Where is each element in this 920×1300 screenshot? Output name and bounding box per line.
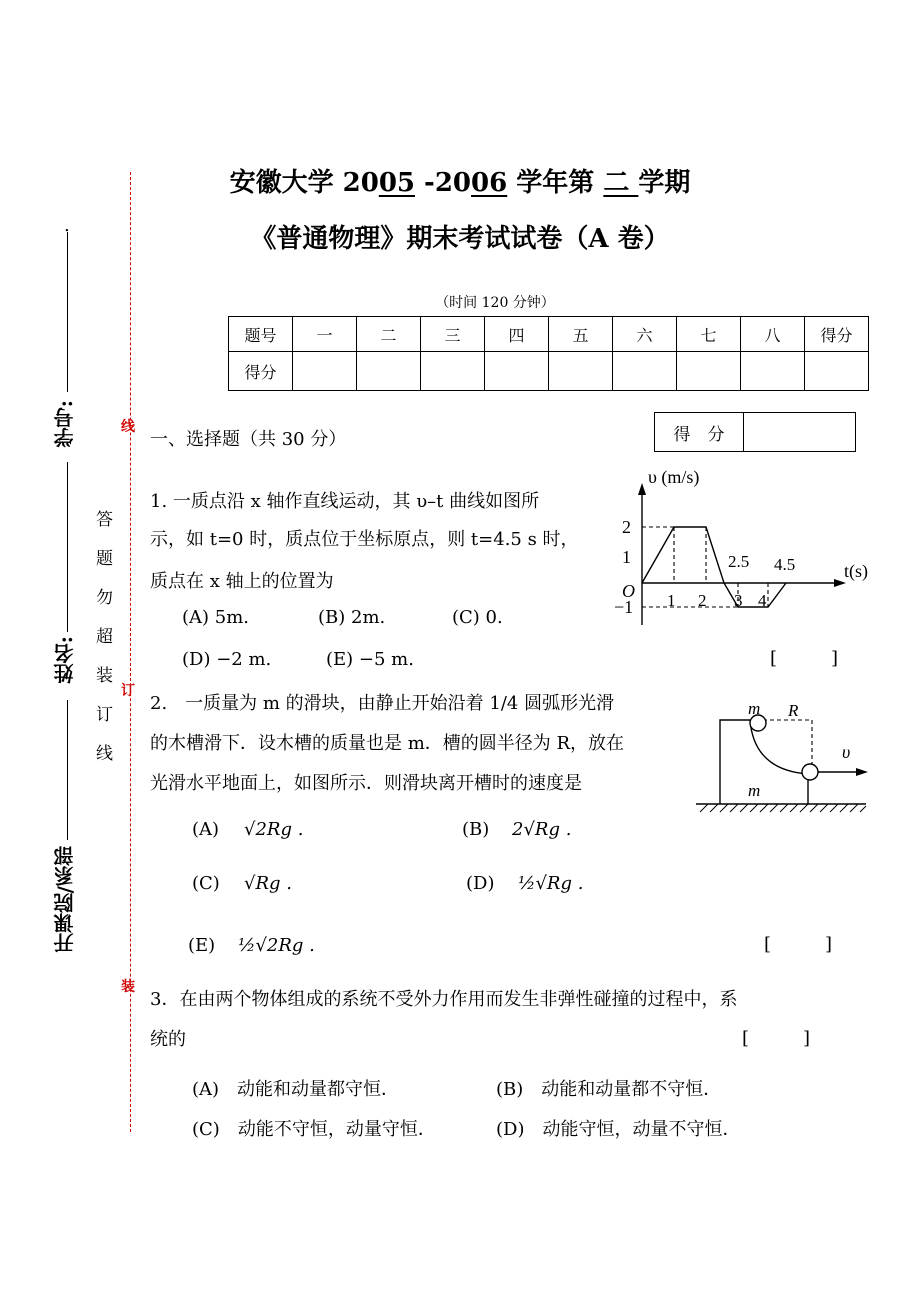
q2-label-m-top: m <box>748 699 761 718</box>
score-table-header-row <box>229 317 869 352</box>
q1-tick-x4: 4 <box>758 591 767 610</box>
q2-option-d-expr: ½√Rg . <box>518 873 584 894</box>
score-cell-header: 三 <box>421 317 485 352</box>
q1-tick-x3: 3 <box>734 591 743 610</box>
q1-answer-bracket[interactable]: [ ] <box>770 648 839 669</box>
q3-option-d[interactable]: (D) 动能守恒，动量不守恒． <box>496 1119 741 1140</box>
q1-graph-origin: O <box>622 581 635 601</box>
section-score-box <box>654 412 856 452</box>
q3-line1: 3．在由两个物体组成的系统不受外力作用而发生非弹性碰撞的过程中，系 <box>150 989 738 1010</box>
score-cell-header: 得分 <box>805 317 869 352</box>
margin-dot: . <box>64 215 70 236</box>
score-cell-header: 六 <box>613 317 677 352</box>
score-table <box>228 316 869 391</box>
score-cell-header: 七 <box>677 317 741 352</box>
q2-option-b-label[interactable]: (B) <box>462 819 490 840</box>
q2-label-r: R <box>788 701 799 720</box>
q1-tick-x1: 1 <box>667 591 676 610</box>
section-score-input[interactable] <box>744 413 855 451</box>
q3-line2: 统的 <box>150 1029 186 1050</box>
q2-line1: 2. 一质量为 m 的滑块，由静止开始沿着 1/4 圆弧形光滑 <box>150 693 615 714</box>
binding-instruction: 答题勿超装订线 <box>92 510 112 783</box>
q2-block-end <box>802 764 818 780</box>
q3-option-c[interactable]: (C) 动能不守恒，动量守恒． <box>192 1119 436 1140</box>
q1-option-d[interactable]: (D) −2 m. <box>182 649 272 670</box>
student-id-field[interactable] <box>67 232 68 392</box>
score-table-score-row <box>229 352 869 391</box>
q2-line2: 的木槽滑下．设木槽的质量也是 m．槽的圆半径为 R，放在 <box>150 733 625 754</box>
q2-option-d-label[interactable]: (D) <box>466 873 495 894</box>
binding-mark-zhuang: 装 <box>121 979 135 995</box>
q3-option-a[interactable]: (A) 动能和动量都守恒． <box>192 1079 400 1100</box>
q1-tick-x25: 2.5 <box>728 552 750 571</box>
student-id-label: 学号: <box>53 400 77 448</box>
score-cell-input[interactable] <box>421 352 485 391</box>
score-cell-input[interactable] <box>549 352 613 391</box>
q1-option-e[interactable]: (E) −5 m. <box>326 649 414 670</box>
q2-option-c-expr: √Rg . <box>244 873 292 894</box>
q1-line1: 1. 一质点沿 x 轴作直线运动，其 υ–t 曲线如图所 <box>150 491 540 512</box>
score-cell-input[interactable] <box>613 352 677 391</box>
exam-duration: （时间 120 分钟） <box>435 295 555 311</box>
score-cell-header: 一 <box>293 317 357 352</box>
q2-answer-bracket[interactable]: [ ] <box>764 934 833 955</box>
q2-label-v: υ <box>842 742 851 762</box>
q3-answer-bracket[interactable]: [ ] <box>742 1028 811 1049</box>
q1-tick-y2: 2 <box>622 517 631 537</box>
q1-vt-graph <box>600 455 890 635</box>
binding-mark-line: 线 <box>121 419 135 435</box>
exam-title: 安徽大学 2005 -2006 学年第 二 学期 <box>229 168 691 198</box>
q1-option-c[interactable]: (C) 0. <box>452 607 503 628</box>
exam-subtitle: 《普通物理》期末考试试卷（A 卷） <box>250 224 670 254</box>
q1-line3: 质点在 x 轴上的位置为 <box>150 571 334 592</box>
section-score-label: 得 分 <box>655 413 744 451</box>
q1-line2: 示，如 t=0 时，质点位于坐标原点，则 t=4.5 s 时， <box>150 529 579 550</box>
q2-velocity-arrowhead <box>856 768 868 776</box>
section-heading: 一、选择题（共 30 分） <box>150 429 347 450</box>
q1-option-a[interactable]: (A) 5m. <box>182 607 250 628</box>
score-cell-header: 五 <box>549 317 613 352</box>
score-cell-input[interactable] <box>485 352 549 391</box>
q2-option-a-label[interactable]: (A) <box>192 819 220 840</box>
binding-mark-ding: 订 <box>121 683 135 699</box>
q2-option-e-label[interactable]: (E) <box>188 935 216 956</box>
score-cell-header: 八 <box>741 317 805 352</box>
score-cell-input[interactable] <box>357 352 421 391</box>
q2-trough-figure <box>690 696 890 826</box>
q2-line3: 光滑水平地面上，如图所示．则滑块离开槽时的速度是 <box>150 773 582 794</box>
q1-tick-x45: 4.5 <box>774 555 796 574</box>
name-label: 姓名: <box>53 636 77 684</box>
q1-tick-y1: 1 <box>622 547 631 567</box>
q2-option-b-expr: 2√Rg . <box>512 819 572 840</box>
q2-option-c-label[interactable]: (C) <box>192 873 220 894</box>
score-cell-header: 四 <box>485 317 549 352</box>
score-cell-input[interactable] <box>741 352 805 391</box>
score-cell-input[interactable] <box>293 352 357 391</box>
q2-option-e-expr: ½√2Rg . <box>238 935 315 956</box>
name-field[interactable] <box>67 462 68 632</box>
q1-graph-xlabel: t(s) <box>844 561 868 581</box>
q2-option-a-expr: √2Rg . <box>244 819 304 840</box>
dept-label: 开课院/系部 <box>53 846 77 954</box>
q1-option-b[interactable]: (B) 2m. <box>318 607 386 628</box>
q2-trough-body <box>720 720 750 804</box>
score-cell-input[interactable] <box>677 352 741 391</box>
q2-label-m-bottom: m <box>748 781 761 800</box>
q1-graph-ylabel: υ (m/s) <box>648 467 700 487</box>
score-cell-label: 得分 <box>229 352 293 391</box>
dept-field[interactable] <box>67 700 68 840</box>
q1-tick-ym1: −1 <box>614 597 634 617</box>
score-cell-header: 题号 <box>229 317 293 352</box>
score-cell-header: 二 <box>357 317 421 352</box>
q3-option-b[interactable]: (B) 动能和动量都不守恒． <box>496 1079 722 1100</box>
q1-tick-x2: 2 <box>698 591 707 610</box>
q1-y-arrow <box>638 483 646 495</box>
q2-ground-hatch <box>700 804 866 812</box>
score-cell-input[interactable] <box>805 352 869 391</box>
